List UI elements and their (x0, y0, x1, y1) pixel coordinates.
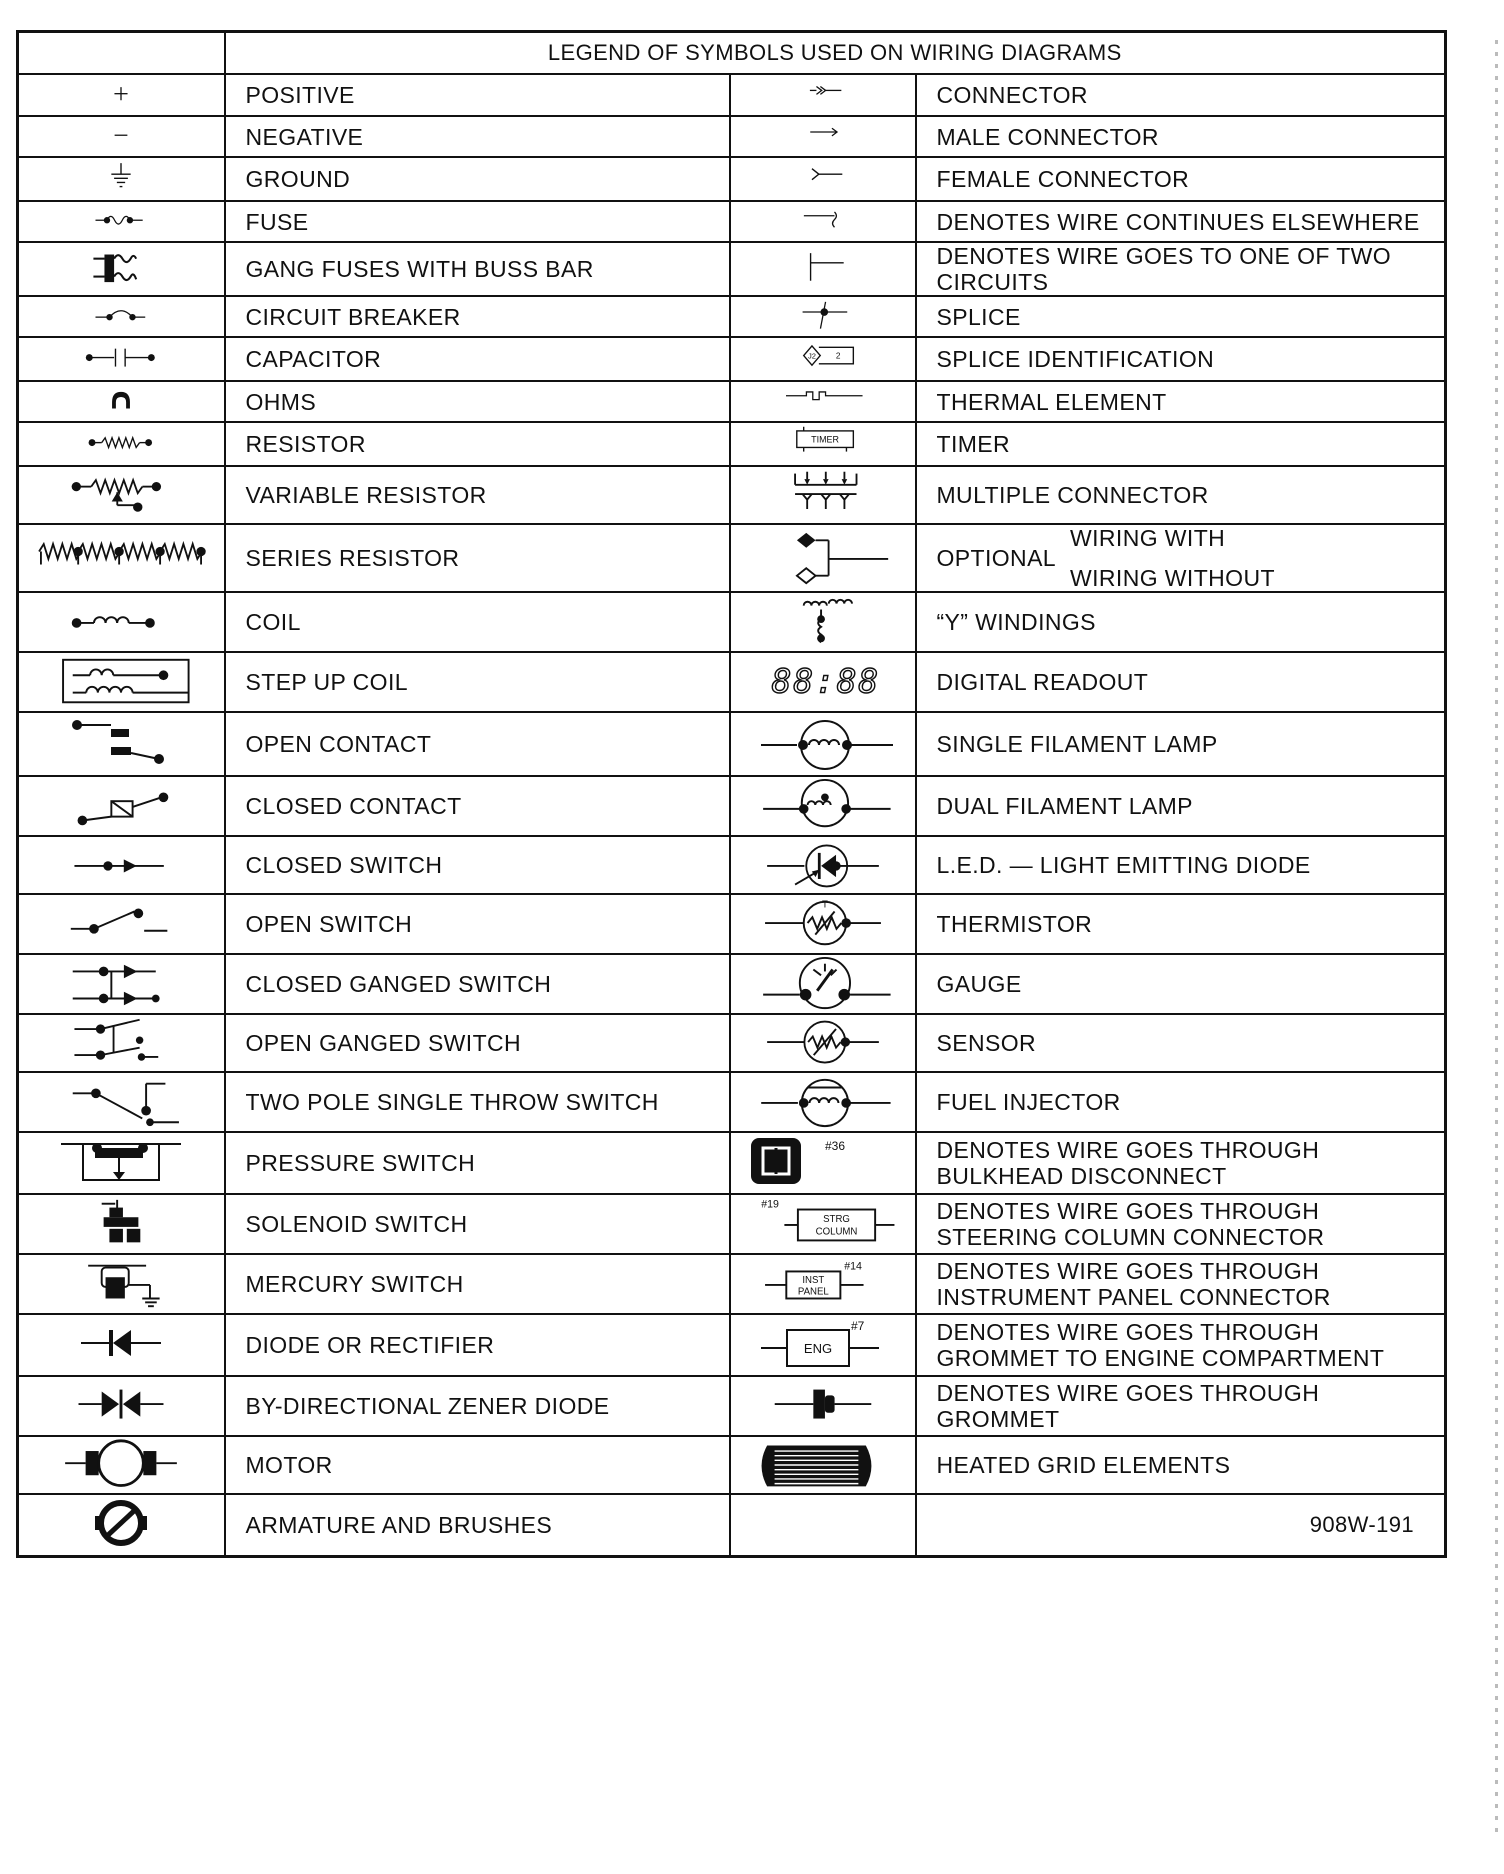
right-symbol-label: THERMAL ELEMENT (916, 381, 1446, 422)
right-symbol-cell (730, 652, 916, 712)
right-symbol-cell (730, 712, 916, 776)
left-symbol-label: COIL (225, 592, 730, 652)
right-symbol-label: CONNECTOR (916, 74, 1446, 116)
legend-row (18, 242, 1446, 296)
gauge-icon (732, 956, 914, 1012)
resistor-icon (21, 424, 221, 464)
svg-text:#19: #19 (760, 1198, 779, 1211)
right-symbol-cell (730, 894, 916, 954)
thermal-element-icon (732, 383, 914, 420)
splice-identification-icon (732, 339, 914, 379)
right-symbol-cell (730, 242, 916, 296)
legend-row (18, 1314, 1446, 1376)
left-symbol-label: GROUND (225, 157, 730, 201)
left-symbol-label: POSITIVE (225, 74, 730, 116)
left-symbol-cell (18, 592, 225, 652)
right-symbol-label: DENOTES WIRE CONTINUES ELSEWHERE (916, 201, 1446, 242)
male-connector-icon (732, 118, 914, 155)
ohms-icon (21, 383, 221, 420)
open-contact-icon (21, 715, 221, 773)
bulkhead-disconnect-icon (732, 1134, 914, 1192)
legend-table (16, 30, 1447, 1558)
left-symbol-cell (18, 1254, 225, 1314)
left-symbol-label: CAPACITOR (225, 337, 730, 381)
circuit-breaker-icon (21, 298, 221, 335)
right-symbol-label: SPLICE (916, 296, 1446, 337)
female-connector-icon (732, 159, 914, 199)
right-symbol-label: MULTIPLE CONNECTOR (916, 466, 1446, 524)
right-symbol-cell (730, 1072, 916, 1132)
thermistor-icon (732, 896, 914, 952)
left-symbol-label: VARIABLE RESISTOR (225, 466, 730, 524)
drawing-reference-number: 908W-191 (1309, 1511, 1415, 1537)
left-symbol-label: CLOSED SWITCH (225, 836, 730, 894)
steering-column-connector-icon (732, 1196, 914, 1252)
legend-row (18, 157, 1446, 201)
right-symbol-cell (730, 1132, 916, 1194)
legend-row (18, 524, 1446, 592)
step-up-coil-icon (21, 654, 221, 710)
right-symbol-label: SPLICE IDENTIFICATION (916, 337, 1446, 381)
left-symbol-cell (18, 776, 225, 836)
capacitor-icon (21, 339, 221, 379)
minus-icon (21, 118, 221, 155)
svg-text:#7: #7 (850, 1319, 864, 1333)
right-symbol-cell (730, 1436, 916, 1494)
legend-row (18, 1072, 1446, 1132)
left-symbol-label: OPEN GANGED SWITCH (225, 1014, 730, 1072)
left-symbol-label: RESISTOR (225, 422, 730, 466)
header-blank-cell (18, 32, 225, 75)
series-resistor-icon (21, 531, 221, 585)
left-symbol-cell (18, 652, 225, 712)
legend-row (18, 74, 1446, 116)
grommet-icon (732, 1378, 914, 1434)
legend-row (18, 954, 1446, 1014)
left-symbol-cell (18, 74, 225, 116)
legend-row (18, 466, 1446, 524)
left-symbol-cell (18, 1314, 225, 1376)
legend-row (18, 116, 1446, 157)
right-symbol-cell (730, 592, 916, 652)
coil-icon (21, 594, 221, 650)
svg-text:COLUMN: COLUMN (815, 1226, 857, 1238)
left-symbol-label: OPEN CONTACT (225, 712, 730, 776)
legend-row (18, 422, 1446, 466)
wiring-without-label: WIRING WITHOUT (1070, 565, 1275, 591)
open-switch-icon (21, 896, 221, 952)
solenoid-switch-icon (21, 1196, 221, 1252)
right-symbol-cell (730, 776, 916, 836)
legend-row (18, 1376, 1446, 1436)
right-symbol-cell (730, 954, 916, 1014)
right-symbol-cell (730, 337, 916, 381)
left-symbol-label: STEP UP COIL (225, 652, 730, 712)
left-symbol-cell (18, 1194, 225, 1254)
left-symbol-label: CLOSED GANGED SWITCH (225, 954, 730, 1014)
optional-wiring-icon (732, 531, 914, 585)
right-symbol-cell (730, 201, 916, 242)
svg-text:TIMER: TIMER (810, 434, 839, 445)
right-symbol-cell (730, 74, 916, 116)
left-symbol-label: TWO POLE SINGLE THROW SWITCH (225, 1072, 730, 1132)
right-symbol-cell (730, 1194, 916, 1254)
right-symbol-label: DENOTES WIRE GOES THROUGH STEERING COLUMN CONNECTOR (916, 1194, 1446, 1254)
right-symbol-cell (730, 296, 916, 337)
legend-row (18, 1254, 1446, 1314)
scan-edge-marks (1495, 40, 1498, 1840)
two-circuits-icon (732, 249, 914, 289)
right-symbol-label: DUAL FILAMENT LAMP (916, 776, 1446, 836)
legend-row (18, 201, 1446, 242)
svg-text:INST: INST (801, 1275, 824, 1287)
right-symbol-cell (730, 1314, 916, 1376)
right-symbol-cell (730, 524, 916, 592)
optional-label: OPTIONAL (936, 545, 1057, 571)
motor-icon (21, 1438, 221, 1492)
left-symbol-cell (18, 1132, 225, 1194)
left-symbol-label: DIODE OR RECTIFIER (225, 1314, 730, 1376)
right-symbol-label: GAUGE (916, 954, 1446, 1014)
right-symbol-label: DENOTES WIRE GOES THROUGH GROMMET TO ENGINE COMPARTMENT (916, 1314, 1446, 1376)
right-symbol-label: DENOTES WIRE GOES THROUGH BULKHEAD DISCONNECT (916, 1132, 1446, 1194)
connector-icon (732, 76, 914, 114)
right-symbol-cell (730, 422, 916, 466)
two-pole-switch-icon (21, 1074, 221, 1130)
multiple-connector-icon (732, 468, 914, 522)
legend-row (18, 836, 1446, 894)
right-symbol-cell (730, 1014, 916, 1072)
gang-fuses-icon (21, 249, 221, 289)
left-symbol-label: ARMATURE AND BRUSHES (225, 1494, 730, 1556)
instrument-panel-connector-icon (732, 1256, 914, 1312)
left-symbol-cell (18, 466, 225, 524)
reference-cell (916, 1494, 1446, 1556)
left-symbol-cell (18, 1014, 225, 1072)
left-symbol-label: BY-DIRECTIONAL ZENER DIODE (225, 1376, 730, 1436)
left-symbol-cell (18, 1376, 225, 1436)
right-symbol-label: FEMALE CONNECTOR (916, 157, 1446, 201)
y-windings-icon (732, 594, 914, 650)
right-symbol-label: TIMER (916, 422, 1446, 466)
left-symbol-cell (18, 1494, 225, 1556)
legend-row (18, 337, 1446, 381)
legend-row (18, 1436, 1446, 1494)
left-symbol-cell (18, 116, 225, 157)
left-symbol-cell (18, 954, 225, 1014)
mercury-switch-icon (21, 1256, 221, 1312)
left-symbol-label: OHMS (225, 381, 730, 422)
left-symbol-label: MOTOR (225, 1436, 730, 1494)
legend-row (18, 712, 1446, 776)
zener-diode-icon (21, 1378, 221, 1434)
left-symbol-cell (18, 201, 225, 242)
svg-text:ENG: ENG (803, 1341, 832, 1356)
right-symbol-cell (730, 157, 916, 201)
right-symbol-cell (730, 1376, 916, 1436)
right-symbol-cell (730, 381, 916, 422)
closed-contact-icon (21, 778, 221, 834)
left-symbol-cell (18, 524, 225, 592)
left-symbol-label: PRESSURE SWITCH (225, 1132, 730, 1194)
left-symbol-label: GANG FUSES WITH BUSS BAR (225, 242, 730, 296)
closed-switch-icon (21, 838, 221, 892)
pressure-switch-icon (21, 1134, 221, 1192)
right-symbol-cell (730, 836, 916, 894)
left-symbol-label: OPEN SWITCH (225, 894, 730, 954)
left-symbol-cell (18, 296, 225, 337)
left-symbol-cell (18, 712, 225, 776)
digital-readout-icon (732, 654, 914, 710)
legend-row (18, 592, 1446, 652)
right-symbol-label: “Y” WINDINGS (916, 592, 1446, 652)
right-symbol-cell (730, 1494, 916, 1556)
left-symbol-label: CIRCUIT BREAKER (225, 296, 730, 337)
left-symbol-label: CLOSED CONTACT (225, 776, 730, 836)
left-symbol-cell (18, 381, 225, 422)
left-symbol-label: SERIES RESISTOR (225, 524, 730, 592)
legend-sheet (16, 30, 1447, 1558)
left-symbol-cell (18, 422, 225, 466)
legend-title: LEGEND OF SYMBOLS USED ON WIRING DIAGRAMS (225, 32, 1446, 75)
right-symbol-label: THERMISTOR (916, 894, 1446, 954)
variable-resistor-icon (21, 468, 221, 522)
splice-icon (732, 298, 914, 335)
dual-filament-lamp-icon (732, 778, 914, 834)
legend-row (18, 1194, 1446, 1254)
left-symbol-cell (18, 337, 225, 381)
fuel-injector-icon (732, 1074, 914, 1130)
legend-row (18, 776, 1446, 836)
legend-row (18, 894, 1446, 954)
open-ganged-switch-icon (21, 1016, 221, 1070)
left-symbol-cell (18, 1072, 225, 1132)
left-symbol-label: SOLENOID SWITCH (225, 1194, 730, 1254)
left-symbol-label: FUSE (225, 201, 730, 242)
right-symbol-label: DENOTES WIRE GOES THROUGH GROMMET (916, 1376, 1446, 1436)
left-symbol-cell (18, 157, 225, 201)
legend-row (18, 1014, 1446, 1072)
timer-icon (732, 424, 914, 464)
legend-row (18, 1494, 1446, 1556)
right-symbol-label: DIGITAL READOUT (916, 652, 1446, 712)
led-icon (732, 838, 914, 892)
wire-continues-icon (732, 203, 914, 240)
diode-icon (21, 1316, 221, 1374)
closed-ganged-switch-icon (21, 956, 221, 1012)
legend-row (18, 1132, 1446, 1194)
right-symbol-label: DENOTES WIRE GOES TO ONE OF TWO CIRCUITS (916, 242, 1446, 296)
right-symbol-cell (730, 1254, 916, 1314)
svg-text:#14: #14 (843, 1260, 862, 1273)
right-symbol-label: MALE CONNECTOR (916, 116, 1446, 157)
left-symbol-label: MERCURY SWITCH (225, 1254, 730, 1314)
svg-text:T: T (821, 899, 828, 911)
legend-row (18, 381, 1446, 422)
svg-text:88:88: 88:88 (771, 662, 880, 701)
right-symbol-label (916, 524, 1446, 592)
svg-text:#36: #36 (824, 1139, 845, 1153)
right-symbol-label: HEATED GRID ELEMENTS (916, 1436, 1446, 1494)
ground-icon (21, 159, 221, 199)
left-symbol-cell (18, 836, 225, 894)
engine-grommet-icon (732, 1316, 914, 1374)
left-symbol-label: NEGATIVE (225, 116, 730, 157)
legend-row (18, 296, 1446, 337)
right-symbol-cell (730, 116, 916, 157)
right-symbol-label: DENOTES WIRE GOES THROUGH INSTRUMENT PANEL CONNECTOR (916, 1254, 1446, 1314)
heated-grid-icon (732, 1438, 914, 1492)
right-symbol-label: SENSOR (916, 1014, 1446, 1072)
sensor-icon (732, 1016, 914, 1070)
legend-row (18, 652, 1446, 712)
plus-icon (21, 76, 221, 114)
armature-brushes-icon (21, 1496, 221, 1554)
right-symbol-label: SINGLE FILAMENT LAMP (916, 712, 1446, 776)
left-symbol-cell (18, 242, 225, 296)
single-filament-lamp-icon (732, 715, 914, 773)
fuse-icon (21, 203, 221, 240)
wiring-with-label: WIRING WITH (1070, 525, 1226, 551)
svg-text:2: 2 (835, 351, 840, 361)
left-symbol-cell (18, 1436, 225, 1494)
right-symbol-label: L.E.D. — LIGHT EMITTING DIODE (916, 836, 1446, 894)
svg-text:STRG: STRG (822, 1214, 850, 1226)
svg-text:PANEL: PANEL (797, 1286, 829, 1298)
svg-text:J2: J2 (807, 351, 816, 361)
left-symbol-cell (18, 894, 225, 954)
right-symbol-cell (730, 466, 916, 524)
right-symbol-label: FUEL INJECTOR (916, 1072, 1446, 1132)
